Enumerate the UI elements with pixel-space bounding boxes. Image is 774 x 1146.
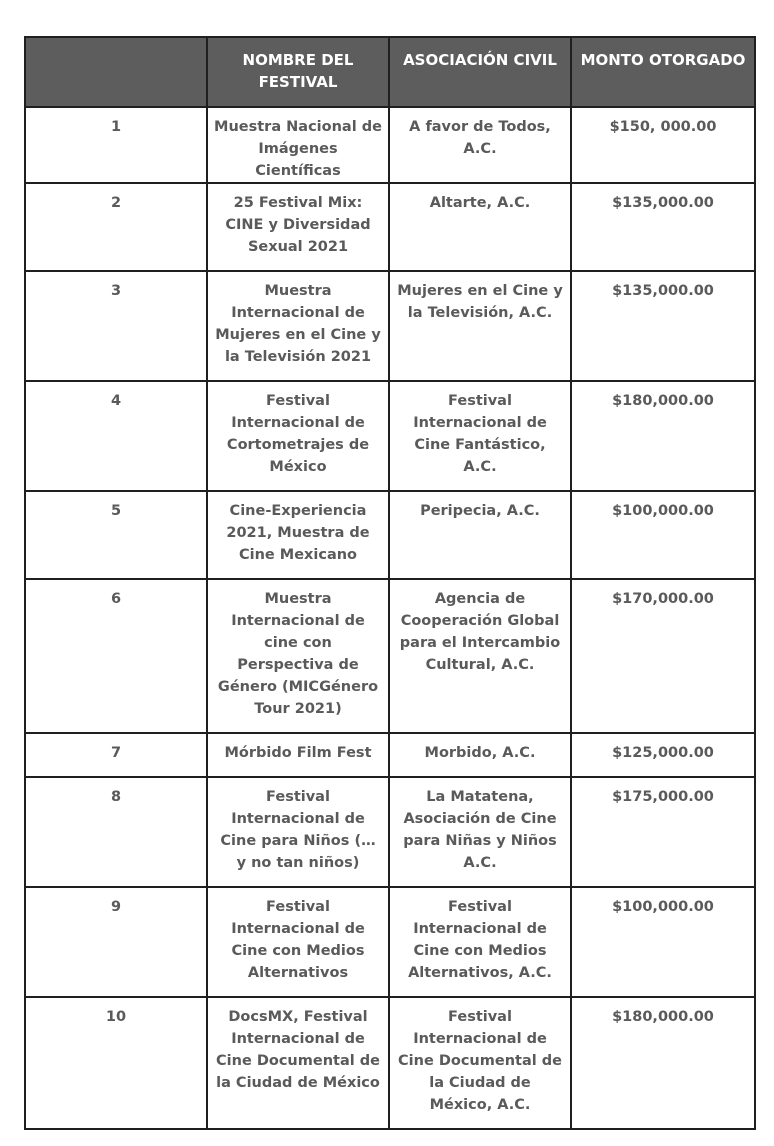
table-row xyxy=(25,491,755,579)
header-festival-name: NOMBRE DEL FESTIVAL xyxy=(207,37,389,107)
festival-name: Festival Internacional de Cine con Medios Alternativos xyxy=(207,887,389,997)
amount: $125,000.00 xyxy=(571,733,755,777)
table-row xyxy=(25,381,755,491)
header-civil-association: ASOCIACIÓN CIVIL xyxy=(389,37,571,107)
amount: $100,000.00 xyxy=(571,887,755,997)
table-row xyxy=(25,579,755,733)
row-number: 5 xyxy=(25,491,207,579)
amount: $100,000.00 xyxy=(571,491,755,579)
row-number: 3 xyxy=(25,271,207,381)
table-row xyxy=(25,733,755,777)
amount: $135,000.00 xyxy=(571,271,755,381)
civil-association: Altarte, A.C. xyxy=(389,183,571,271)
table-row xyxy=(25,183,755,271)
row-number: 7 xyxy=(25,733,207,777)
table-row xyxy=(25,997,755,1129)
civil-association: La Matatena, Asociación de Cine para Niñas y Niños A.C. xyxy=(389,777,571,887)
festival-name: Muestra Nacional de Imágenes Científicas xyxy=(207,107,389,183)
row-number: 10 xyxy=(25,997,207,1129)
row-number: 8 xyxy=(25,777,207,887)
amount: $175,000.00 xyxy=(571,777,755,887)
civil-association: Festival Internacional de Cine con Medios Alternativos, A.C. xyxy=(389,887,571,997)
header-amount: MONTO OTORGADO xyxy=(571,37,755,107)
civil-association: Mujeres en el Cine y la Televisión, A.C. xyxy=(389,271,571,381)
row-number: 6 xyxy=(25,579,207,733)
header-row xyxy=(25,37,755,107)
civil-association: Morbido, A.C. xyxy=(389,733,571,777)
festival-name: Cine-Experiencia 2021, Muestra de Cine Mexicano xyxy=(207,491,389,579)
civil-association: Festival Internacional de Cine Documental de la Ciudad de México, A.C. xyxy=(389,997,571,1129)
table-row xyxy=(25,107,755,183)
row-number: 9 xyxy=(25,887,207,997)
civil-association: Peripecia, A.C. xyxy=(389,491,571,579)
festival-name: Mórbido Film Fest xyxy=(207,733,389,777)
festival-name: Muestra Internacional de Mujeres en el Cine y la Televisión 2021 xyxy=(207,271,389,381)
civil-association: Agencia de Cooperación Global para el Intercambio Cultural, A.C. xyxy=(389,579,571,733)
festival-name: Festival Internacional de Cortometrajes de México xyxy=(207,381,389,491)
amount: $150, 000.00 xyxy=(571,107,755,183)
row-number: 1 xyxy=(25,107,207,183)
civil-association: A favor de Todos, A.C. xyxy=(389,107,571,183)
table-row xyxy=(25,271,755,381)
header-number xyxy=(25,37,207,107)
table-row xyxy=(25,887,755,997)
amount: $180,000.00 xyxy=(571,381,755,491)
amount: $135,000.00 xyxy=(571,183,755,271)
table-header xyxy=(25,37,755,107)
row-number: 2 xyxy=(25,183,207,271)
table-body xyxy=(25,107,755,1129)
festival-name: Festival Internacional de Cine para Niños (… y no tan niños) xyxy=(207,777,389,887)
festival-name: 25 Festival Mix: CINE y Diversidad Sexual 2021 xyxy=(207,183,389,271)
festivals-table xyxy=(24,36,756,1130)
table-row xyxy=(25,777,755,887)
row-number: 4 xyxy=(25,381,207,491)
civil-association: Festival Internacional de Cine Fantástico, A.C. xyxy=(389,381,571,491)
festival-name: DocsMX, Festival Internacional de Cine Documental de la Ciudad de México xyxy=(207,997,389,1129)
festival-name: Muestra Internacional de cine con Perspectiva de Género (MICGénero Tour 2021) xyxy=(207,579,389,733)
amount: $180,000.00 xyxy=(571,997,755,1129)
amount: $170,000.00 xyxy=(571,579,755,733)
